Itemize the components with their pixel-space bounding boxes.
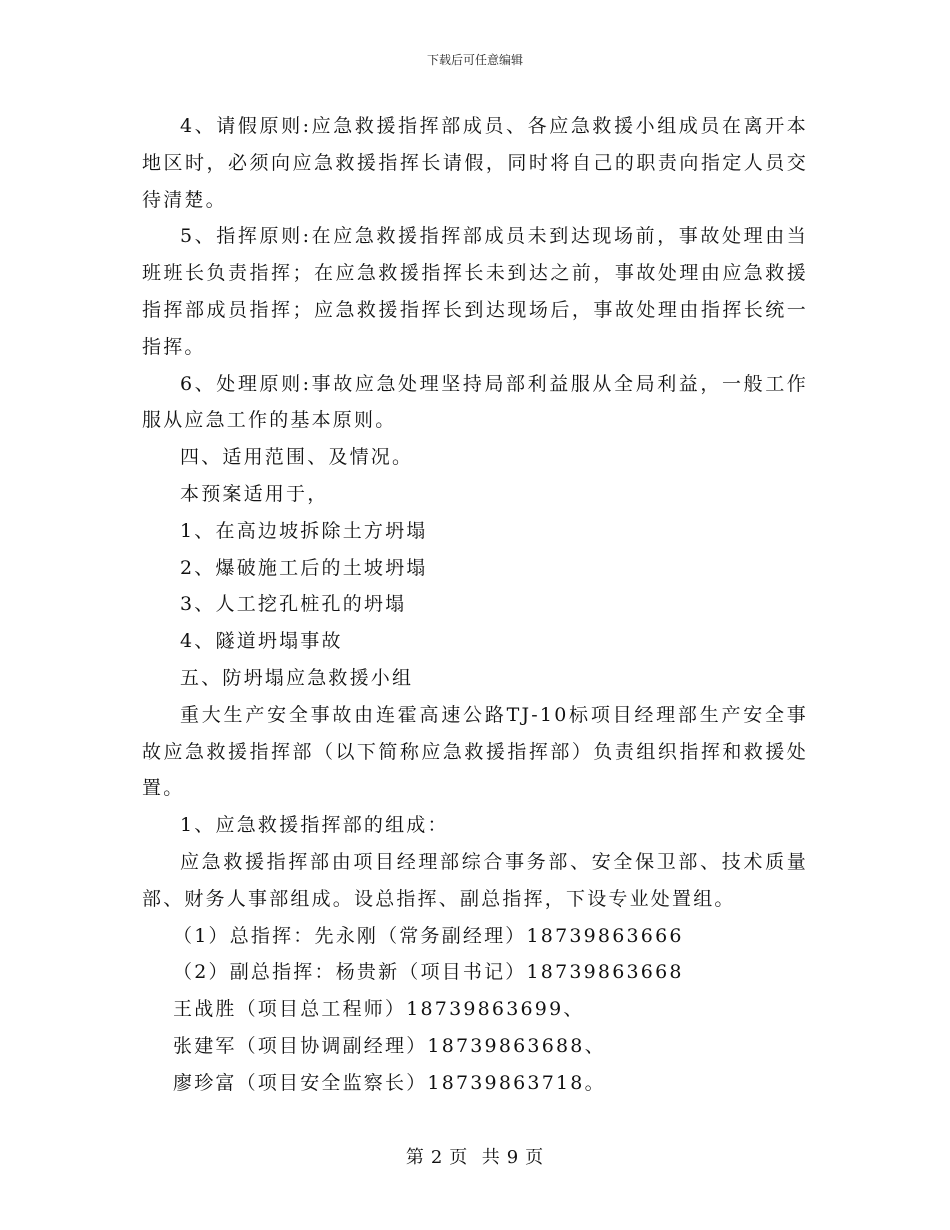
current-page-number: 2 [430,1147,444,1168]
list-item-tunnel-collapse: 4、隧道坍塌事故 [180,630,343,653]
paragraph-command-principle: 5、指挥原则:在应急救援指挥部成员未到达现场前，事故处理由当班班长负责指挥；在应急救援指挥长未到达之前，事故处理由应急救援指挥部成员指挥；应急救援指挥长到达现场后，事故处理由指挥长统一指挥。 [142,225,808,358]
paragraph-leave-principle: 4、请假原则:应急救援指挥部成员、各应急救援小组成员在离开本地区时，必须向应急救援指挥长请假，同时将自己的职责向指定人员交待清楚。 [142,115,808,211]
list-item-slope-collapse: 1、在高边坡拆除土方坍塌 [180,519,428,542]
footer-middle: 页 共 [449,1147,501,1168]
subheading-command-composition: 1、应急救援指挥部的组成： [180,814,449,837]
footer-prefix: 第 [405,1147,425,1168]
list-item-pile-hole-collapse: 3、人工挖孔桩孔的坍塌 [180,593,407,616]
contact-chief-engineer: 王战胜（项目总工程师）18739863699、 [173,998,585,1021]
contact-coordination-manager: 张建军（项目协调副经理）18739863688、 [173,1034,606,1057]
paragraph-applicable-to: 本预案适用于， [180,482,329,505]
paragraph-composition-detail: 应急救援指挥部由项目经理部综合事务部、安全保卫部、技术质量部、财务人事部组成。设总指挥、副总指挥，下设专业处置组。 [142,850,808,910]
page-header: 下载后可任意编辑 [426,53,523,67]
paragraph-handling-principle: 6、处理原则:事故应急处理坚持局部利益服从全局利益，一般工作服从应急工作的基本原则。 [142,372,808,432]
total-page-count: 9 [506,1147,520,1168]
page-number-footer [0,1146,950,1170]
contact-safety-supervisor: 廖珍富（项目安全监察长）18739863718。 [173,1071,606,1094]
paragraph-rescue-command: 重大生产安全事故由连霍高速公路TJ-10标项目经理部生产安全事故应急救援指挥部（以下简称应急救援指挥部）负责组织指挥和救援处置。 [142,703,808,800]
list-item-blasting-collapse: 2、爆破施工后的土坡坍塌 [180,556,428,579]
section-heading-rescue-team: 五、防坍塌应急救援小组 [180,666,414,689]
contact-chief-commander: （1）总指挥：先永刚（常务副经理）18739863666 [173,924,684,947]
document-body [142,108,808,1102]
footer-suffix: 页 [525,1147,545,1168]
contact-deputy-commander: （2）副总指挥：杨贵新（项目书记）18739863668 [173,961,684,984]
section-heading-scope: 四、适用范围、及情况。 [180,446,414,469]
